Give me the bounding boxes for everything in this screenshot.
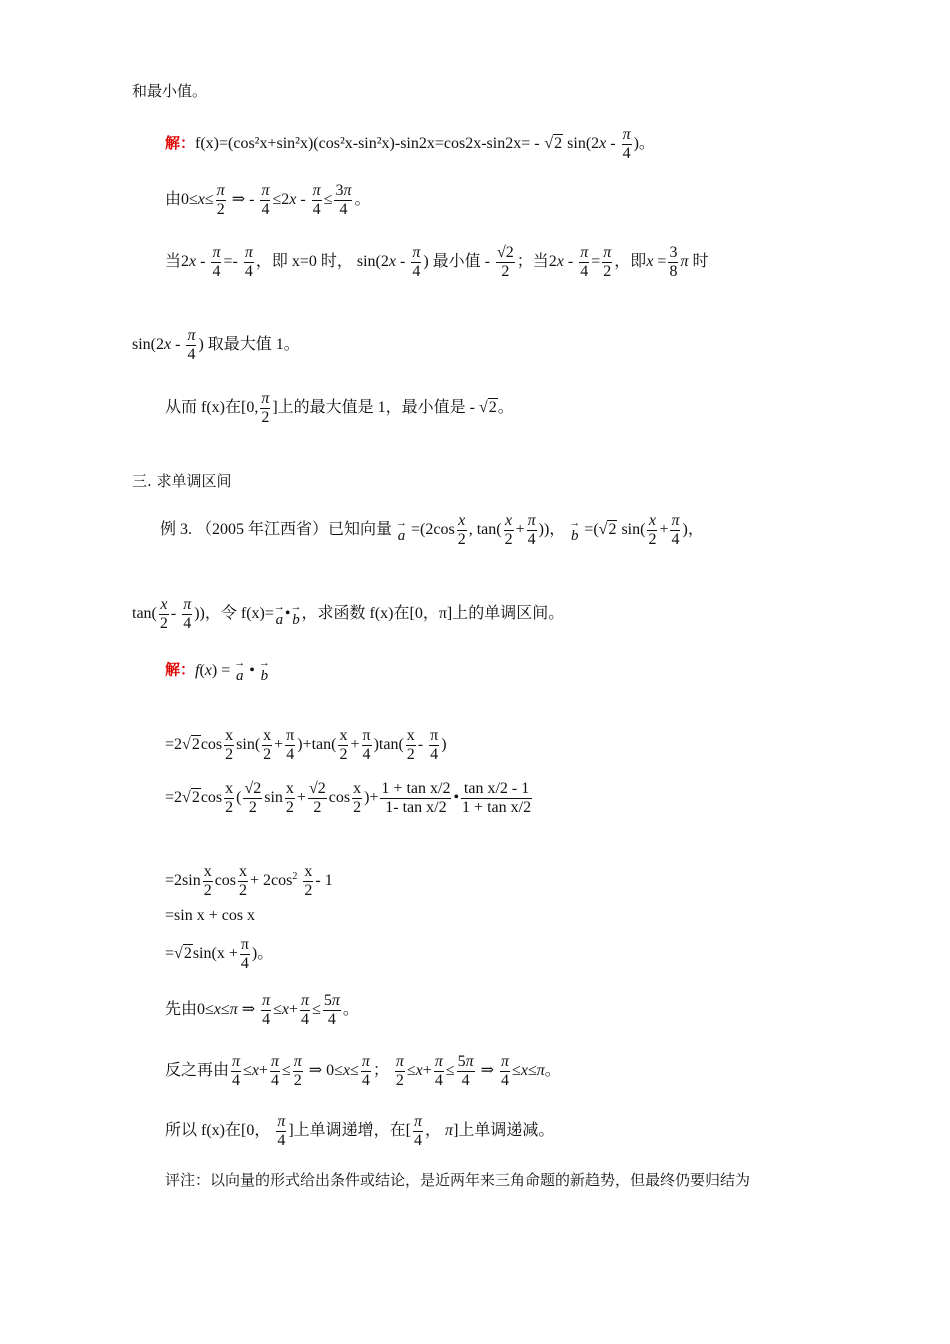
step-5: =√2sin(x + $\frac{\pi}{4}$ )。 <box>165 936 274 972</box>
interval-derivation: 反之再由 $\frac{\pi}{4}$ ≤x+ $\frac{\pi}{4}$ ≤ $\frac{\pi}{2}$ ⇒ 0≤x≤ $\frac{\pi}{4}$ ； $\frac{\pi}{2}$ ≤x+ $\frac{\pi}{4}$ ≤ $\frac{5\pi}{4}$ ⇒ $\frac{\pi}{4}$ ≤x≤π。 <box>165 1053 561 1089</box>
solution-label-2: 解： <box>165 660 196 679</box>
max-value-line: sin(2x - $\frac{\pi}{4}$ ) 取最大值 1。 <box>132 327 300 363</box>
sqrt2-sin-expr: √2 sin(2x - $\frac{\pi}{4}$ )。 <box>544 126 655 162</box>
step-1: =2√2cos $\frac{x}{2}$ sin( $\frac{x}{2}$ + $\frac{\pi}{4}$ )+tan( $\frac{x}{2}$ + $\frac{\pi}{4}$ )tan( $\frac{x}{2}$ - $\frac{\pi}{4}$ ) <box>165 727 447 763</box>
section-heading: 三. 求单调区间 <box>132 472 232 490</box>
conclusion-line: 从而 f(x)在[0, $\frac{\pi}{2}$ ]上的最大值是 1，最小值是 - √2。 <box>165 390 514 426</box>
example-3-continued: tan( $\frac{x}{2}$ - $\frac{\pi}{4}$ ))，令 f(x)= → a • → b ，求函数 f(x)在[0，π]上的单调区间。 <box>132 596 565 632</box>
text-line-1: 和最小值。 <box>132 82 208 100</box>
step-4: =sin x + cos x <box>165 907 256 924</box>
solution-line-1 <box>165 126 655 163</box>
step-3: =2sin $\frac{x}{2}$ cos $\frac{x}{2}$ + $2\cos^2$ $\frac{x}{2}$ - 1 <box>165 863 333 899</box>
step-2: =2√2cos $\frac{x}{2}$ ( $\frac{√2}{2}$ sin $\frac{x}{2}$ + $\frac{√2}{2}$ cos $\frac{x}{2}$ )+ $\frac{\text{1 + tan x/2}}{\text{1- tan x/2}}$ • $\frac{\text{tan x/2 - 1}}{\text{1 + tan x/2}}$ <box>165 780 532 816</box>
range-derivation: 先由0≤x≤π ⇒ $\frac{\pi}{4}$ ≤x+ $\frac{\pi}{4}$ ≤ $\frac{5\pi}{4}$ 。 <box>165 992 359 1028</box>
min-max-conditions: 当2x - $\frac{\pi}{4}$ =- $\frac{\pi}{4}$ ，即 x=0 时， sin(2x - $\frac{\pi}{4}$ ) 最小值 - $\frac{√2}{2}$ ；当2x - $\frac{\pi}{4}$ = $\frac{\pi}{2}$ ，即x = $\frac{3}{8}$ π 时 <box>165 244 709 280</box>
example-3-statement: 例 3. （2005 年江西省）已知向量 → a =(2cos $\frac{x}{2}$ , tan( $\frac{x}{2}$ + $\frac{\pi}{4}$ ))， → b =(√2 sin( $\frac{x}{2}$ + $\frac{\pi}{4}$ )， <box>160 512 704 548</box>
f-expansion: f(x)=(cos²x+sin²x)(cos²x-sin²x)-sin2x=cos2x-sin2x= - <box>195 135 540 153</box>
solution-label-1: 解： <box>165 134 196 153</box>
commentary-line: 评注：以向量的形式给出条件或结论，是近两年来三角命题的新趋势，但最终仍要归结为 <box>165 1171 751 1189</box>
derivation-range: 由0≤x≤ $\frac{\pi}{2}$ ⇒ - $\frac{\pi}{4}$ ≤2x - $\frac{\pi}{4}$ ≤ $\frac{3\pi}{4}$ 。 <box>165 182 371 218</box>
monotonic-conclusion: 所以 f(x)在[0， $\frac{\pi}{4}$ ]上单调递增，在[ $\frac{\pi}{4}$ ， π]上单调递减。 <box>165 1113 555 1149</box>
solution-line-2: 解：f(x) = → a • → b <box>165 657 270 684</box>
